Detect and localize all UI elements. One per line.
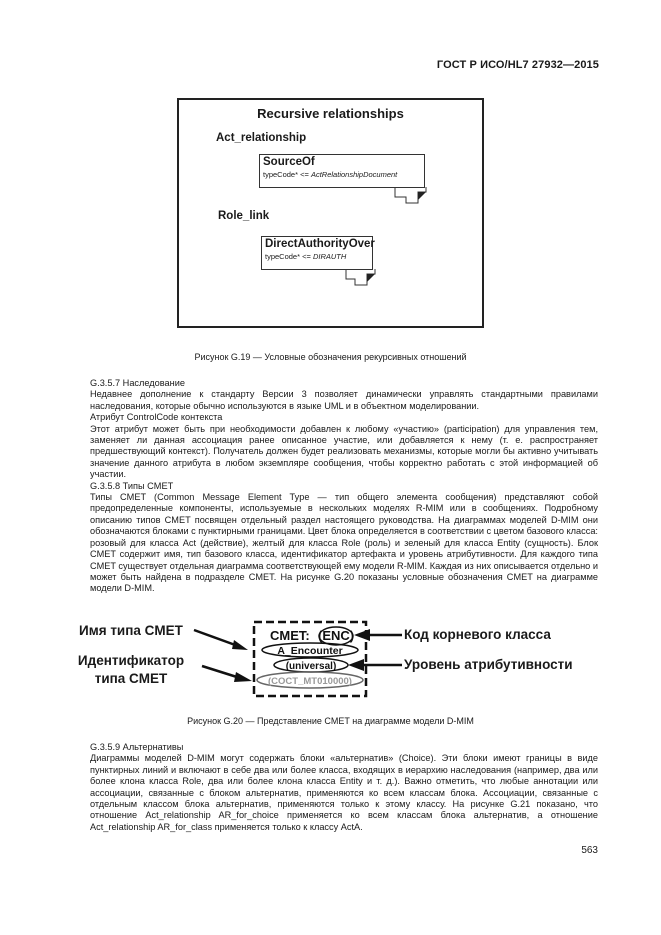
- left-arrow-icon: [232, 640, 248, 650]
- root-class-code-label: Код корневого класса: [404, 627, 551, 642]
- figure-g20: [0, 616, 661, 706]
- cmet-id-label-line2: типа CMET: [94, 671, 168, 686]
- cmet-id-label-line1: Идентификатор: [77, 653, 185, 668]
- directauthorityover-name: DirectAuthorityOver: [265, 238, 375, 250]
- enc-code: (ENC): [318, 628, 355, 643]
- paragraph-inheritance: Недавнее дополнение к стандарту Версии 3 позволяет динамически управлять стандартными правилами наследования, которые обычно используются в языке UML и в объектном моделировании.: [90, 389, 598, 411]
- cmet-name-label: Имя типа CMET: [79, 623, 183, 638]
- page-number: 563: [581, 845, 598, 856]
- attributivity-level-label: Уровень атрибутивности: [404, 657, 573, 672]
- cmet-level: (universal): [285, 661, 337, 672]
- figure-g19-title: Recursive relationships: [257, 106, 404, 121]
- section-heading-g358: G.3.5.8 Типы CMET: [90, 480, 174, 491]
- left-arrow-icon: [348, 659, 364, 671]
- figure-g20-caption: Рисунок G.20 — Представление CMET на диаграмме модели D-MIM: [187, 716, 474, 726]
- act-relationship-label: Act_relationship: [216, 132, 307, 144]
- subheading-controlcode: Атрибут ControlCode контекста: [90, 412, 223, 423]
- left-arrow-icon: [234, 672, 252, 682]
- directauthorityover-box: [261, 236, 373, 270]
- cmet-diagram: [190, 616, 405, 706]
- section-heading-g357: G.3.5.7 Наследование: [90, 378, 185, 388]
- left-arrow-icon: [354, 629, 370, 641]
- figure-g19-caption: Рисунок G.19 — Условные обозначения рекурсивных отношений: [194, 352, 467, 362]
- body-text-1: [90, 378, 598, 595]
- cmet-id: (COCT_MT010000): [268, 676, 352, 687]
- body-text-2: [90, 742, 598, 833]
- role-link-label: Role_link: [218, 210, 270, 222]
- document-header: ГОСТ Р ИСО/HL7 27932—2015: [436, 59, 599, 71]
- name-arrow-line: [194, 630, 238, 646]
- sourceof-attr: typeCode* <= ActRelationshipDocument: [263, 170, 398, 179]
- directauthorityover-attr: typeCode* <= DIRAUTH: [265, 252, 347, 261]
- id-arrow-line: [202, 666, 240, 678]
- figure-g19-frame: [177, 98, 484, 328]
- sourceof-name: SourceOf: [263, 156, 315, 168]
- paragraph-controlcode: Этот атрибут может быть при необходимости добавлен к любому «участию» (participation) для управления тем, заменяет ли данная ассоциация ранее описанное участие, или добавляется к нему (т. е. распространяет предшествующий контекст). Получатель должен будет реализовать механизмы, которые могли бы активно учитывать значение данного атрибута в любом экземпляре сообщения, чтобы корректно работать с этой информацией об участии.: [90, 423, 598, 480]
- paragraph-choice: Диаграммы моделей D-MIM могут содержать блоки «альтернатив» (Choice). Эти блоки имеют границы в виде пунктирных линий и включают в себе два или более класса, входящих в иерархию наследования (например, два или более клона класса Role, два или более клона класса Entity и т. д.). Важно отметить, что любые аннотации или ассоциации, связанные с блоком альтернатив, применяются ко всем классам блока. Ассоциации, связанные с отдельным классом блока альтернатив, применяются только к этому классу. На рисунке G.21 показано, что отношение Act_relationship AR_for_choice применяется ко всем классам блока альтернатив, а отношение Act_relationship AR_for_class применяется только к классу ActA.: [90, 753, 598, 832]
- section-heading-g359: G.3.5.9 Альтернативы: [90, 742, 184, 752]
- page-fold-icon: [394, 187, 428, 205]
- page-fold-icon: [345, 269, 377, 287]
- paragraph-cmet: Типы CMET (Common Message Element Type — тип общего элемента сообщения) представляют собой предопределенные компоненты, используемые в нескольких моделях R-MIM или в сообщениях. Подробному описанию типов CMET посвящен отдельный раздел настоящего руководства. На диаграммах моделей D-MIM они обозначаются блоками с пунктирными границами. Цвет блока определяется в соответствии с цветом базового класса: розовый для класса Act (действие), желтый для класса Role (роль) и зеленый для класса Entity (сущность). Блок CMET содержит имя, тип базового класса, идентификатор артефакта и уровень атрибутивности. Для каждого типа CMET существует отдельная диаграмма соответствующей ему модели R-MIM. Каждая из них описывается отдельно и может быть найдена в подразделе CMET. На рисунке G.20 показаны условные обозначения CMET на диаграмме модели D-MIM.: [90, 492, 598, 594]
- sourceof-box: [259, 154, 425, 188]
- cmet-class-name: A_Encounter: [277, 645, 343, 657]
- cmet-prefix: CMET:: [270, 628, 310, 643]
